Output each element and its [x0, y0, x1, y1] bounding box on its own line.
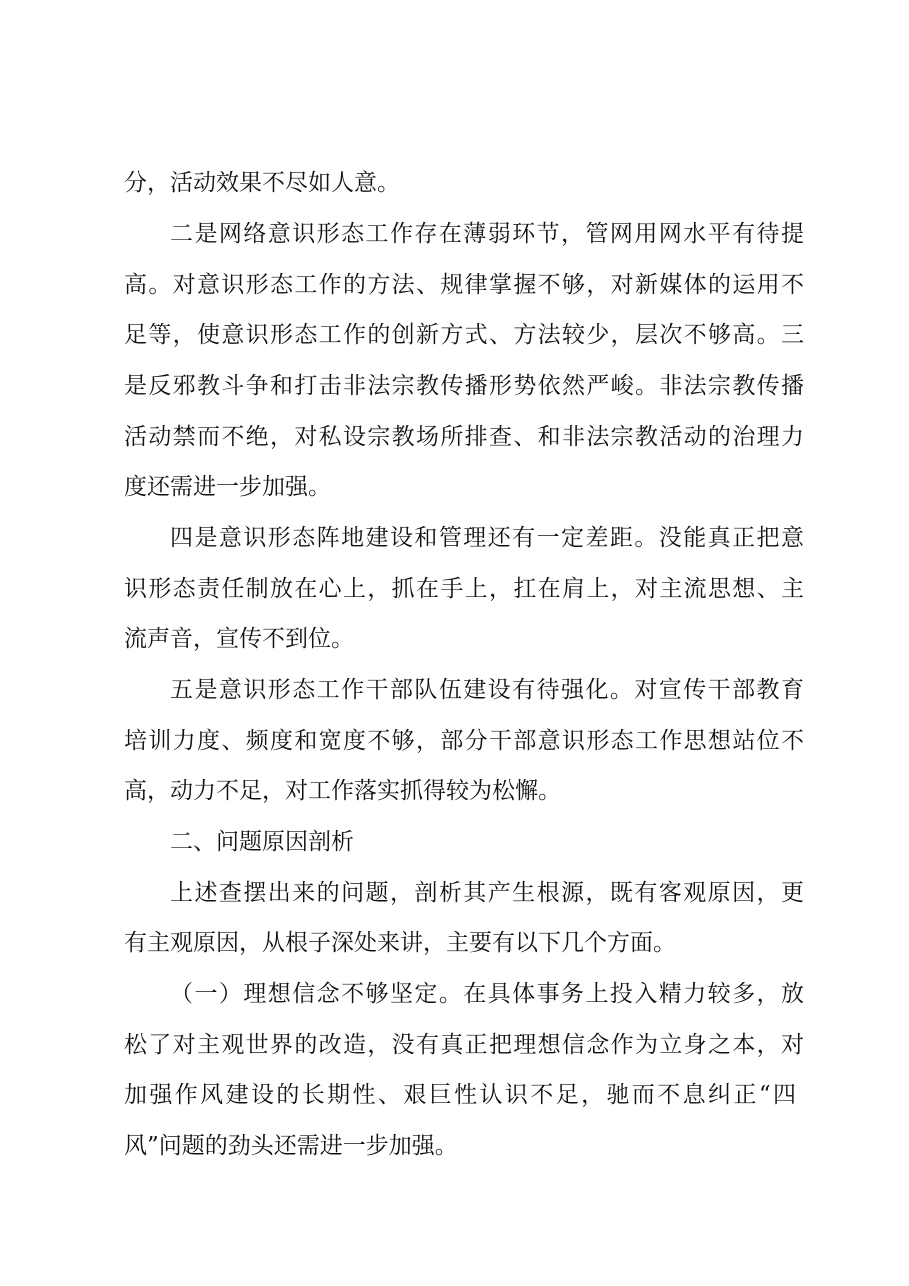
- text-line-18: 松了对主观世界的改造，没有真正把理想信念作为立身之本，对: [124, 1032, 804, 1058]
- text-line-1: 分，活动效果不尽如人意。: [124, 170, 400, 196]
- text-line-15: 上述查摆出来的问题，剖析其产生根源，既有客观原因，更: [170, 880, 804, 906]
- text-line-9: 识形态责任制放在心上，抓在手上，扛在肩上，对主流思想、主: [124, 576, 804, 602]
- text-line-20: 风”问题的劲头还需进一步加强。: [124, 1133, 458, 1159]
- text-line-6: 活动禁而不绝，对私设宗教场所排查、和非法宗教活动的治理力: [124, 424, 804, 450]
- text-line-13: 高，动力不足，对工作落实抓得较为松懈。: [124, 778, 561, 804]
- text-line-4: 足等，使意识形态工作的创新方式、方法较少，层次不够高。三: [124, 322, 804, 348]
- text-line-12: 培训力度、频度和宽度不够，部分干部意识形态工作思想站位不: [124, 728, 804, 754]
- text-line-16: 有主观原因，从根子深处来讲，主要有以下几个方面。: [124, 930, 676, 956]
- text-line-7: 度还需进一步加强。: [124, 474, 331, 500]
- text-line-11: 五是意识形态工作干部队伍建设有待强化。对宣传干部教育: [170, 677, 804, 703]
- text-line-17: （一）理想信念不够坚定。在具体事务上投入精力较多，放: [170, 981, 804, 1007]
- section-heading: 二、问题原因剖析: [170, 829, 354, 855]
- text-line-5: 是反邪教斗争和打击非法宗教传播形势依然严峻。非法宗教传播: [124, 373, 804, 399]
- text-line-2: 二是网络意识形态工作存在薄弱环节，管网用网水平有待提: [170, 221, 804, 247]
- text-line-3: 高。对意识形态工作的方法、规律掌握不够，对新媒体的运用不: [124, 272, 804, 298]
- text-line-8: 四是意识形态阵地建设和管理还有一定差距。没能真正把意: [170, 525, 804, 551]
- text-line-19: 加强作风建设的长期性、艰巨性认识不足，驰而不息纠正“四: [124, 1082, 796, 1108]
- text-line-10: 流声音，宣传不到位。: [124, 626, 354, 652]
